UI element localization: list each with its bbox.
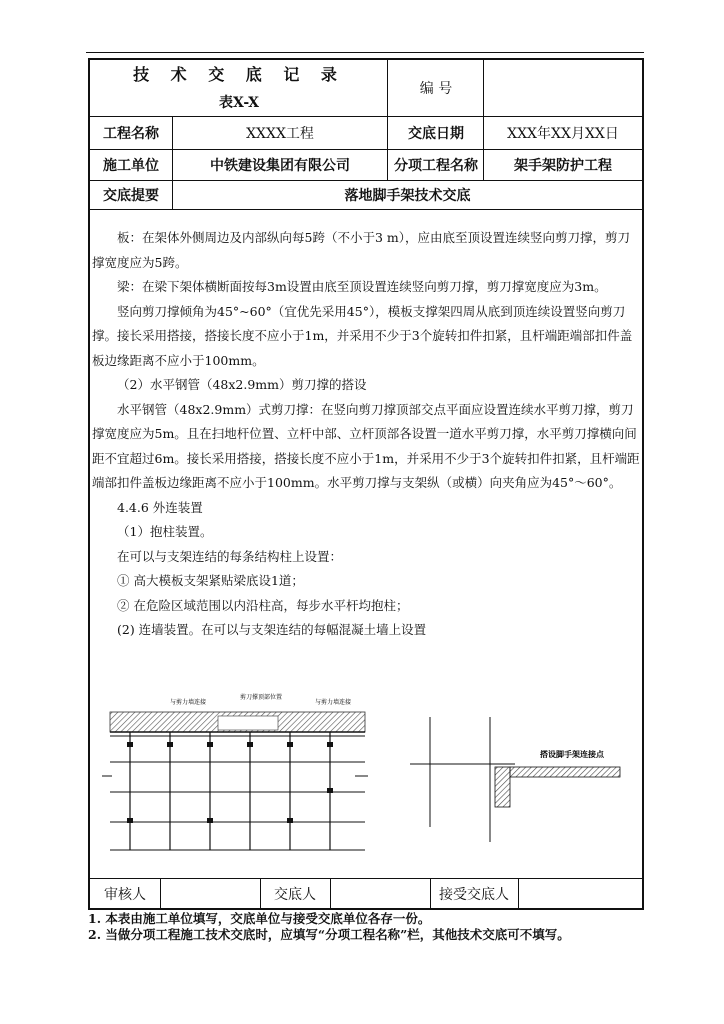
label-right-wall: 与剪力墙连接 <box>315 699 352 706</box>
date-value[interactable]: XXX年XX月XX日 <box>507 126 619 142</box>
para-horizontal-heading: （2）水平钢管（48x2.9mm）剪刀撑的搭设 <box>117 377 367 392</box>
label-detail: 搭设脚手架连接点 <box>540 750 604 759</box>
number-value[interactable] <box>484 60 642 116</box>
number-label: 编 号 <box>419 81 453 97</box>
project-name-value[interactable]: XXXX工程 <box>246 126 314 142</box>
wall-connection-detail <box>405 712 630 847</box>
label-left-wall: 与剪力墙连接 <box>170 699 207 706</box>
note-2: 2. 当做分项工程施工技术交底时，应填写“分项工程名称”栏，其他技术交底可不填写。 <box>88 927 570 942</box>
disclosure-body <box>92 226 640 643</box>
project-name-label: 工程名称 <box>103 126 159 142</box>
summary-value[interactable]: 落地脚手架技术交底 <box>344 188 471 204</box>
form-notes <box>88 911 644 943</box>
receiver-value[interactable] <box>518 879 642 909</box>
para-vertical-brace: 竖向剪刀撑倾角为45°~60°（宜优先采用45°），模板支撑架四周从底到顶连续设置竖向剪刀撑。接长采用搭接，搭接长度不应小于1m，并采用不少于3个旋转扣件扣紧，且杆端距端部扣件盖板边缘距离不应小于100mm。 <box>92 303 633 368</box>
para-item-2: ② 在危险区域范围以内沿柱高，每步水平杆均抱柱； <box>117 597 409 613</box>
form-title: 技 术 交 底 记 录 <box>133 64 345 84</box>
scaffold-elevation-drawing <box>100 690 380 860</box>
para-horizontal-brace: 水平钢管（48x2.9mm）式剪刀撑：在竖向剪刀撑顶部交点平面应设置连续水平剪刀撑，剪刀撑宽度应为5m。且在扫地杆位置、立杆中部、立杆顶部各设置一道水平剪刀撑，水平剪刀撑横向间距不宜超过6m。接长采用搭接，搭接长度不应小于1m，并采用不少于3个旋转扣件扣紧，且杆端距端部扣件盖板边缘距离不应小于100mm。水平剪刀撑与支架纵（或横）向夹角应为45°～60°。 <box>92 401 640 490</box>
summary-label: 交底提要 <box>103 188 159 204</box>
para-column-intro: 在可以与支架连结的每条结构柱上设置： <box>117 548 343 564</box>
para-item-1: ① 高大模板支架紧贴梁底设1道； <box>117 573 304 588</box>
para-slab: 板：在架体外侧周边及内部纵向每5跨（不小于3 m），应由底至顶设置连续竖向剪刀撑，剪刀撑宽度应为5跨。 <box>92 230 630 270</box>
discloser-label: 交底人 <box>274 887 316 903</box>
para-section-446: 4.4.6 外连装置 <box>117 499 203 515</box>
sub-project-value[interactable]: 架手架防护工程 <box>514 158 612 174</box>
para-wall-device: (2) 连墙装置。在可以与支架连结的每幅混凝土墙上设置 <box>117 622 427 637</box>
note-1: 1. 本表由施工单位填写，交底单位与接受交底单位各存一份。 <box>88 911 431 926</box>
top-rule <box>86 52 644 53</box>
discloser-value[interactable] <box>330 879 430 909</box>
date-label: 交底日期 <box>408 126 464 142</box>
reviewer-value[interactable] <box>160 879 260 909</box>
unit-value[interactable]: 中铁建设集团有限公司 <box>210 158 350 174</box>
reviewer-label: 审核人 <box>104 887 146 903</box>
sub-project-label: 分项工程名称 <box>394 158 478 174</box>
form-number-code: 表X-X <box>218 95 260 111</box>
unit-label: 施工单位 <box>103 158 159 174</box>
label-mid-brace: 剪刀撑顶部位置 <box>240 694 283 701</box>
receiver-label: 接受交底人 <box>439 887 509 903</box>
para-column-device: （1）抱柱装置。 <box>117 524 213 539</box>
para-beam: 梁：在梁下架体横断面按每3m设置由底至顶设置连续竖向剪刀撑，剪刀撑宽度应为3m。 <box>117 279 607 294</box>
